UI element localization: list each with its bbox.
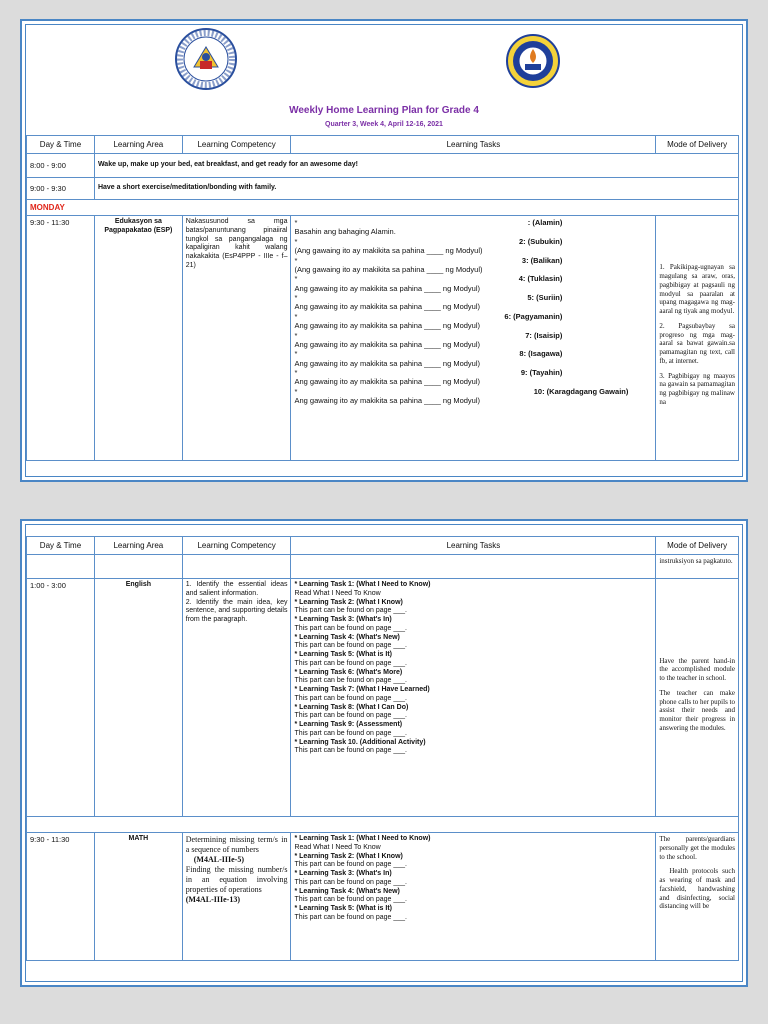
table-row: [27, 833, 739, 961]
task-title: * Learning Task 10. (Additional Activity): [294, 738, 426, 746]
task-title: * Learning Task 2: (What I Know): [294, 852, 403, 860]
task-title: 10: (Karagdagang Gawain): [533, 386, 629, 396]
time-cell: 9:30 - 11:30: [27, 833, 95, 961]
task-star: *: [294, 293, 298, 302]
task-instruction: (Ang gawaing ito ay makikita sa pahina ____ ng Modyul): [294, 264, 483, 274]
task-instruction: Ang gawaing ito ay makikita sa pahina ____ ng Modyul): [294, 321, 481, 331]
learning-competency: Nakasusunod sa mga batas/panuntunang pinaiiral tungkol sa pangangalaga ng kapaligiran kahit walang nakakakita (EsP4PPP - IIIe - f–21): [182, 216, 291, 461]
task-instruction: This part can be found on page ___.: [294, 642, 407, 650]
spacer-row: [27, 817, 739, 833]
task-title: 7: (Isaisip): [525, 330, 563, 340]
task-title: * Learning Task 3: (What's In): [294, 870, 392, 877]
task-instruction: This part can be found on page ___.: [294, 896, 407, 904]
task-heading: [294, 218, 652, 227]
competency-code: (M4AL-IIIe-5): [193, 855, 244, 864]
task-star: *: [294, 368, 298, 377]
task-instruction: This part can be found on page ___.: [294, 712, 407, 720]
task-instruction: Basahin ang bahaging Alamin.: [294, 227, 396, 237]
task-title: 5: (Suriin): [527, 293, 563, 302]
routine-text: Have a short exercise/meditation/bonding with family.: [94, 178, 738, 200]
plan-title: Weekly Home Learning Plan for Grade 4: [289, 105, 479, 116]
task-instruction: This part can be found on page ___.: [294, 729, 407, 737]
table-row: [27, 579, 739, 817]
task-title: * Learning Task 5: (What is It): [294, 905, 392, 912]
mode-paragraph: 2. Pagsubaybay sa progreso ng mga mag-aaral sa bawat gawain.sa pamamagitan ng text, call fb, at internet.: [659, 321, 735, 365]
task-instruction: This part can be found on page ___.: [294, 659, 407, 667]
task-instruction: Ang gawaing ito ay makikita sa pahina ____ ng Modyul): [294, 377, 481, 387]
task-title: * Learning Task 3: (What's In): [294, 616, 392, 623]
empty-cell: [182, 555, 291, 579]
time-cell: 1:00 - 3:00: [27, 579, 95, 817]
task-instruction: Read What I Need To Know: [294, 843, 381, 851]
task-heading: [294, 331, 652, 340]
time-cell: 9:30 - 11:30: [27, 216, 95, 461]
task-title: * Learning Task 5: (What is It): [294, 651, 392, 658]
task-title: * Learning Task 8: (What I Can Do): [294, 703, 409, 711]
task-star: *: [294, 349, 298, 359]
task-title: * Learning Task 9: (Assessment): [294, 721, 403, 728]
mode-paragraph: 3. Pagbibigay ng maayos na gawain sa pamamagitan ng pagbibigay ng malinaw na: [659, 371, 735, 406]
task-instruction: This part can be found on page ___.: [294, 878, 407, 886]
empty-cell: [291, 555, 656, 579]
col-header-day-time: Day & Time: [27, 136, 95, 154]
table-header-row: [27, 136, 739, 154]
task-instruction: Ang gawaing ito ay makikita sa pahina ____ ng Modyul): [294, 302, 481, 312]
mode-paragraph: The parents/guardians personally get the modules to the school.: [659, 835, 735, 861]
task-heading: [294, 349, 652, 358]
task-instruction: This part can be found on page ___.: [294, 694, 407, 702]
learning-area: Edukasyon sa Pagpapakatao (ESP): [94, 216, 182, 461]
task-star: *: [294, 218, 298, 227]
col-header-day-time: Day & Time: [27, 537, 95, 555]
task-heading: [294, 293, 652, 302]
col-header-learning-competency: Learning Competency: [182, 537, 291, 555]
table-row: [27, 178, 739, 200]
routine-text: Wake up, make up your bed, eat breakfast, and get ready for an awesome day!: [94, 154, 738, 178]
mode-paragraph: The teacher can make phone calls to her pupils to assist their needs and monitor their progress in answering the modules.: [659, 688, 735, 732]
task-instruction: Read What I Need To Know: [294, 589, 381, 597]
task-heading: [294, 312, 652, 321]
task-title: * Learning Task 4: (What's New): [294, 887, 400, 895]
task-heading: [294, 368, 652, 377]
competency-code: (M4AL-IIIe-13): [185, 895, 240, 904]
task-title: 4: (Tuklasin): [518, 274, 563, 284]
task-star: *: [294, 236, 298, 246]
task-instruction: (Ang gawaing ito ay makikita sa pahina ____ ng Modyul): [294, 246, 483, 256]
task-instruction: This part can be found on page ___.: [294, 624, 407, 632]
empty-cell: [94, 555, 182, 579]
learning-area: English: [94, 579, 182, 817]
learning-tasks: [291, 579, 656, 817]
mode-of-delivery: [656, 833, 739, 961]
task-instruction: Ang gawaing ito ay makikita sa pahina ____ ng Modyul): [294, 396, 481, 406]
deped-seal-icon: [174, 27, 238, 91]
task-title: 2: (Subukin): [519, 236, 563, 246]
task-instruction: This part can be found on page ___.: [294, 677, 407, 685]
task-title: 8: (Isagawa): [519, 349, 563, 359]
task-star: *: [294, 255, 298, 265]
task-instruction: This part can be found on page ___.: [294, 607, 407, 615]
document-page-1: [20, 19, 748, 482]
competency-item: 1. Identify the essential ideas and salient information.: [185, 581, 288, 597]
day-row: [27, 200, 739, 216]
competency-item: Finding the missing number/s in an equation involving properties of operations: [185, 865, 288, 894]
task-star: *: [294, 311, 298, 321]
school-seal-icon: [505, 33, 561, 89]
mode-of-delivery: instruksiyon sa pagkatuto.: [656, 555, 739, 579]
task-heading: [294, 237, 652, 246]
plan-subtitle: Quarter 3, Week 4, April 12-16, 2021: [325, 121, 443, 128]
plan-table-page-2: [26, 536, 739, 961]
learning-tasks: [291, 216, 656, 461]
time-cell: 8:00 - 9:00: [27, 154, 95, 178]
empty-cell: [27, 817, 739, 833]
task-title: * Learning Task 6: (What's More): [294, 668, 403, 676]
col-header-mode-of-delivery: Mode of Delivery: [656, 136, 739, 154]
col-header-learning-competency: Learning Competency: [182, 136, 291, 154]
competency-item: 2. Identify the main idea, key sentence, and supporting details from the paragraph.: [185, 598, 288, 623]
col-header-learning-area: Learning Area: [94, 537, 182, 555]
col-header-learning-tasks: Learning Tasks: [291, 136, 656, 154]
mode-paragraph: Have the parent hand-in the accomplished module to the teacher in school.: [659, 656, 735, 682]
task-instruction: Ang gawaing ito ay makikita sa pahina ____ ng Modyul): [294, 339, 481, 349]
col-header-learning-area: Learning Area: [94, 136, 182, 154]
table-row: [27, 555, 739, 579]
competency-item: Determining missing term/s in a sequence of numbers: [185, 835, 288, 854]
time-cell: 9:00 - 9:30: [27, 178, 95, 200]
task-title: * Learning Task 7: (What I Have Learned): [294, 686, 430, 693]
table-row: [27, 154, 739, 178]
task-title: * Learning Task 4: (What's New): [294, 633, 400, 641]
mode-of-delivery: [656, 216, 739, 461]
task-star: *: [294, 386, 298, 396]
task-title: * Learning Task 1: (What I Need to Know): [294, 835, 431, 842]
empty-cell: [27, 555, 95, 579]
task-instruction: Ang gawaing ito ay makikita sa pahina ____ ng Modyul): [294, 358, 481, 368]
task-instruction: Ang gawaing ito ay makikita sa pahina ____ ng Modyul): [294, 283, 481, 293]
learning-area: MATH: [94, 833, 182, 961]
day-label: MONDAY: [27, 200, 739, 216]
task-star: *: [294, 274, 298, 284]
learning-competency: [182, 833, 291, 961]
task-title: 3: (Balikan): [521, 255, 563, 265]
task-heading: [294, 387, 652, 396]
learning-tasks: [291, 833, 656, 961]
learning-competency: [182, 579, 291, 817]
mode-paragraph: 1. Pakikipag-ugnayan sa magulang sa araw, oras, pagbibigay at pagsauli ng modyul sa paaralan at upang magagawa ng mag-aaral ng tiyak ang modyul.: [659, 263, 735, 316]
document-page-2: [20, 519, 748, 987]
task-title: * Learning Task 1: (What I Need to Know): [294, 581, 431, 588]
task-instruction: This part can be found on page ___.: [294, 913, 407, 921]
col-header-mode-of-delivery: Mode of Delivery: [656, 537, 739, 555]
task-title: * Learning Task 2: (What I Know): [294, 598, 403, 606]
task-title: 6: (Pagyamanin): [504, 311, 563, 321]
task-title: 9: (Tayahin): [520, 368, 563, 377]
task-heading: [294, 256, 652, 265]
plan-table-page-1: [26, 135, 739, 461]
table-row: [27, 216, 739, 461]
col-header-learning-tasks: Learning Tasks: [291, 537, 656, 555]
mode-of-delivery: [656, 579, 739, 817]
mode-paragraph: Health protocols such as wearing of mask and facshield, handwashing and disinfecting, social distancing will be: [659, 867, 735, 911]
table-header-row: [27, 537, 739, 555]
task-instruction: This part can be found on page ___.: [294, 747, 407, 755]
task-title: : (Alamin): [527, 218, 563, 227]
task-star: *: [294, 330, 298, 340]
task-heading: [294, 274, 652, 283]
task-instruction: This part can be found on page ___.: [294, 861, 407, 869]
